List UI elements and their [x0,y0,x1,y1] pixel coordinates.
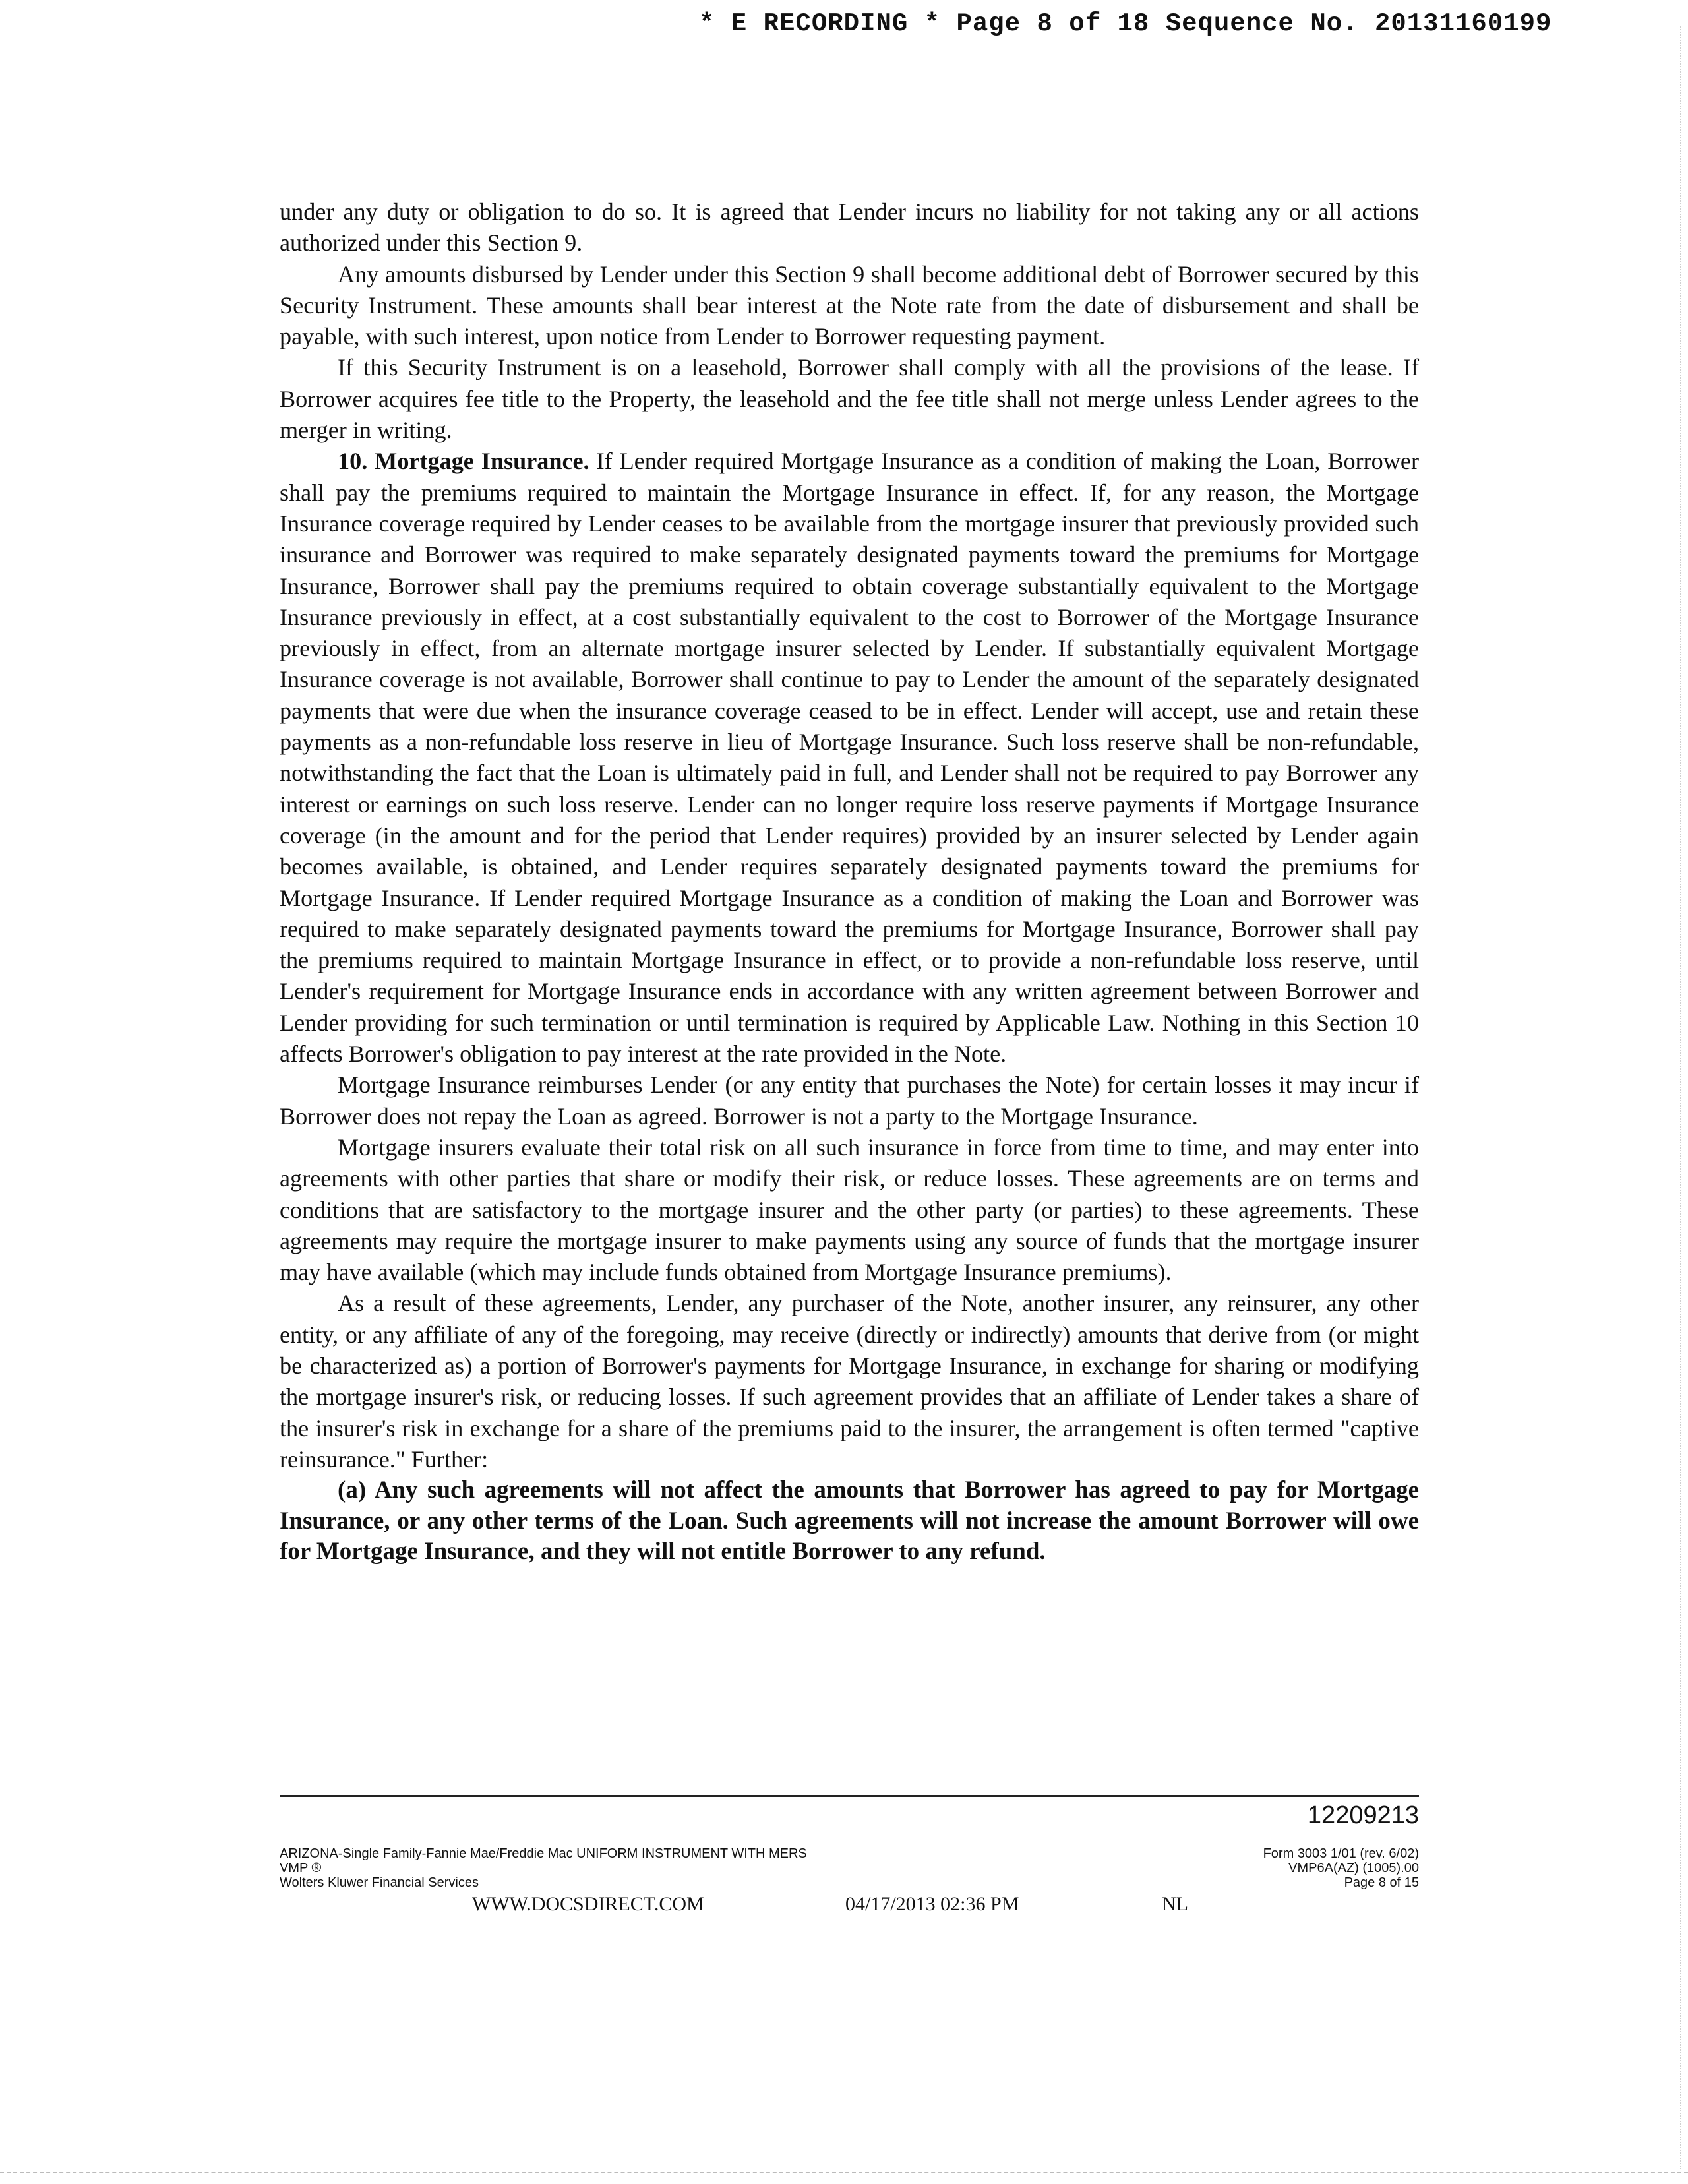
footer-form-code: VMP6A(AZ) (1005).00 [1288,1861,1419,1875]
footer-initials: NL [1162,1893,1188,1915]
footer-form-description [280,1846,1005,1890]
paragraph-disbursed-amounts: Any amounts disbursed by Lender under this Section 9 shall become additional debt of Borrower secured by this Security Instrument. These amounts shall bear interest at the Note rate from the date of disbursement and shall be payable, with such interest, upon notice from Lender to Borrower requesting payment. [280,260,1419,350]
footer-form-info [1121,1846,1419,1890]
paragraph-insurers-evaluate: Mortgage insurers evaluate their total risk on all such insurance in force from time to time, and may enter into agreements with other parties that share or modify their risk, or reduce losses. These agreements are on terms and conditions that are satisfactory to the mortgage insurer and the other party (or parties) to these agreements. These agreements may require the mortgage insurer to make payments using any source of funds that the mortgage insurer may have available (which may include funds obtained from Mortgage Insurance premiums). [280,1134,1419,1286]
footer-website: WWW.DOCSDIRECT.COM [472,1893,704,1915]
document-number: 12209213 [1307,1802,1419,1829]
footer-datetime: 04/17/2013 02:36 PM [845,1893,1019,1915]
section-10-text: If Lender required Mortgage Insurance as a condition of making the Loan, Borrower shall pay the premiums required to maintain the Mortgage Insurance in effect. If, for any reason, the Mortgage Insurance coverage required by Lender ceases to be available from the mortgage insurer that previously provided such insurance and Borrower was required to make separately designated payments toward the premiums for Mortgage Insurance, Borrower shall pay the premiums required to obtain coverage substantially equivalent to the Mortgage Insurance previously in effect, at a cost substantially equivalent to the cost to Borrower of the Mortgage Insurance previously in effect, from an alternate mortgage insurer selected by Lender. If substantially equivalent Mortgage Insurance coverage is not available, Borrower shall continue to pay to Lender the amount of the separately designated payments that were due when the insurance coverage ceased to be in effect. Lender will accept, use and retain these payments as a non-refundable loss reserve in lieu of Mortgage Insurance. Such loss reserve shall be non-refundable, notwithstanding the fact that the Loan is ultimately paid in full, and Lender shall not be required to pay Borrower any interest or earnings on such loss reserve. Lender can no longer require loss reserve payments if Mortgage Insurance coverage (in the amount and for the period that Lender requires) provided by an insurer selected by Lender again becomes available, is obtained, and Lender requires separately designated payments toward the premiums for Mortgage Insurance. If Lender required Mortgage Insurance as a condition of making the Loan and Borrower was required to make separately designated payments toward the premiums for Mortgage Insurance, Borrower shall pay the premiums required to maintain Mortgage Insurance in effect, or to provide a non-refundable loss reserve, until Lender's requirement for Mortgage Insurance ends in accordance with any written agreement between Borrower and Lender providing for such termination or until termination is required by Applicable Law. Nothing in this Section 10 affects Borrower's obligation to pay interest at the rate provided in the Note. [280,448,1420,1068]
scan-edge-right [1680,26,1681,2169]
scan-edge-bottom [0,2172,1688,2173]
paragraph-agreements-result: As a result of these agreements, Lender, any purchaser of the Note, another insurer, any reinsurer, any other entity, or any affiliate of any of the foregoing, may receive (directly or indirectly) amounts that derive from (or might be characterized as) a portion of Borrower's payments for Mortgage Insurance, in exchange for sharing or modifying the mortgage insurer's risk, or reducing losses. If such agreement provides that an affiliate of Lender takes a share of the insurer's risk in exchange for a share of the premiums paid to the insurer, the arrangement is often termed "captive reinsurance." Further: [280,1290,1419,1472]
document-body [280,197,1419,1567]
footer-page-number: Page 8 of 15 [1344,1875,1419,1890]
footer-vmp-mark: VMP ® [280,1861,322,1875]
footer-divider [280,1795,1419,1797]
paragraph-leasehold: If this Security Instrument is on a leasehold, Borrower shall comply with all the provisions of the lease. If Borrower acquires fee title to the Property, the leasehold and the fee title shall not merge unless Lender agrees to the merger in writing. [280,354,1419,444]
paragraph-section-10 [280,446,1419,1070]
footer-instrument-title: ARIZONA-Single Family-Fannie Mae/Freddie Mac UNIFORM INSTRUMENT WITH MERS [280,1846,807,1861]
paragraph-insurance-reimburses: Mortgage Insurance reimburses Lender (or any entity that purchases the Note) for certain losses it may incur if Borrower does not repay the Loan as agreed. Borrower is not a party to the Mortgage Insurance. [280,1072,1419,1130]
section-10-heading: 10. Mortgage Insurance. [338,448,589,475]
footer-form-number: Form 3003 1/01 (rev. 6/02) [1263,1846,1419,1861]
footer-publisher: Wolters Kluwer Financial Services [280,1875,479,1890]
paragraph-continuation: under any duty or obligation to do so. It is agreed that Lender incurs no liability for not taking any or all actions authorized under this Section 9. [280,198,1419,257]
paragraph-clause-a: (a) Any such agreements will not affect the amounts that Borrower has agreed to pay for Mortgage Insurance, or any other terms of the Loan. Such agreements will not increase the amount Borrower will owe for Mortgage Insurance, and they will not entitle Borrower to any refund. [280,1476,1419,1565]
recording-header: * E RECORDING * Page 8 of 18 Sequence No. 20131160199 [699,9,1552,38]
